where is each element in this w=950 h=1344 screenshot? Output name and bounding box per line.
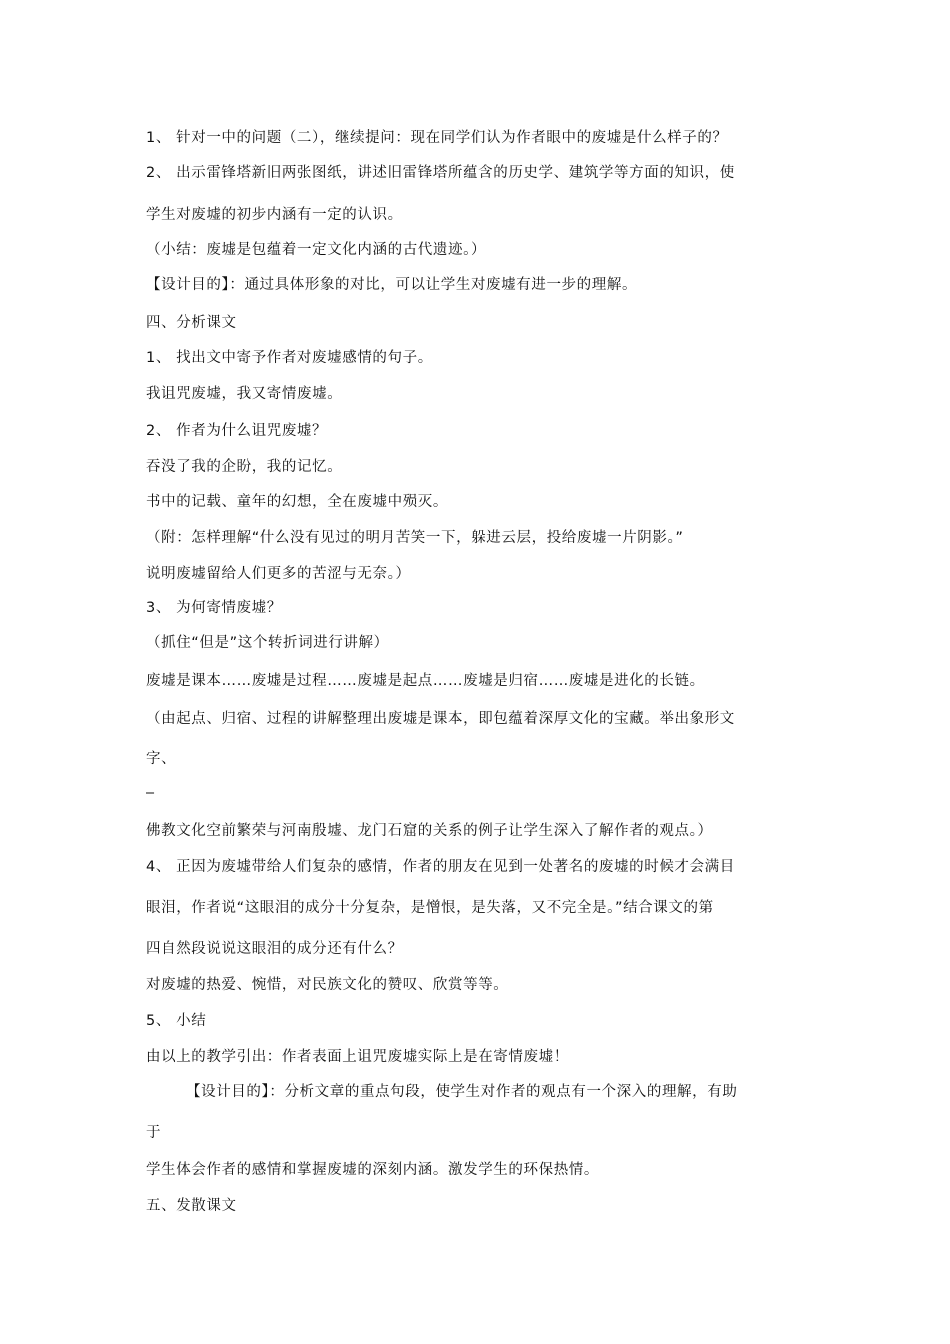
text-line-15: （抓住“但是”这个转折词进行讲解） xyxy=(146,635,389,651)
text-line-16: 废墟是课本……废墟是过程……废墟是起点……废墟是归宿……废墟是进化的长链。 xyxy=(146,673,705,689)
text-line-14: 3、 为何寄情废墟？ xyxy=(146,600,282,616)
text-line-7: 1、 找出文中寄予作者对废墟感情的句子。 xyxy=(146,350,433,366)
text-line-22: 眼泪，作者说“这眼泪的成分十分复杂，是憎恨，是失落，又不完全是。”结合课文的第 xyxy=(146,900,714,916)
text-line-3: 学生对废墟的初步内涵有一定的认识。 xyxy=(146,207,403,223)
design-purpose-2: 【设计目的】：分析文章的重点句段，使学生对作者的观点有一个深入的理解，有助 xyxy=(186,1084,738,1100)
text-line-12: （附：怎样理解“什么没有见过的明月苦笑一下，躲进云层，投给废墟一片阴影。” xyxy=(146,530,684,546)
text-line-17: （由起点、归宿、过程的讲解整理出废墟是课本，即包蕴着深厚文化的宝藏。举出象形文 xyxy=(146,711,735,727)
dash-mark: – xyxy=(146,785,155,801)
text-line-8: 我诅咒废墟，我又寄情废墟。 xyxy=(146,386,343,402)
design-purpose-1: 【设计目的】：通过具体形象的对比，可以让学生对废墟有进一步的理解。 xyxy=(146,277,638,293)
text-line-11: 书中的记载、童年的幻想，全在废墟中殒灭。 xyxy=(146,494,448,510)
text-line-13: 说明废墟留给人们更多的苦涩与无奈。） xyxy=(146,566,411,582)
text-line-18: 字、 xyxy=(146,751,177,767)
text-line-9: 2、 作者为什么诅咒废墟？ xyxy=(146,423,328,439)
text-line-20: 佛教文化空前繁荣与河南殷墟、龙门石窟的关系的例子让学生深入了解作者的观点。） xyxy=(146,823,713,839)
section-heading-4: 四、分析课文 xyxy=(146,315,237,331)
text-line-10: 吞没了我的企盼，我的记忆。 xyxy=(146,459,343,475)
text-line-24: 对废墟的热爱、惋惜，对民族文化的赞叹、欣赏等等。 xyxy=(146,977,509,993)
text-line-21: 4、 正因为废墟带给人们复杂的感情，作者的朋友在见到一处著名的废墟的时候才会满目 xyxy=(146,859,735,875)
section-heading-5: 五、发散课文 xyxy=(146,1198,237,1214)
text-line-23: 四自然段说说这眼泪的成分还有什么？ xyxy=(146,941,403,957)
text-line-4: （小结：废墟是包蕴着一定文化内涵的古代遗迹。） xyxy=(146,242,487,258)
text-line-28: 于 xyxy=(146,1125,162,1141)
text-line-2: 2、 出示雷锋塔新旧两张图纸，讲述旧雷锋塔所蕴含的历史学、建筑学等方面的知识，使 xyxy=(146,165,735,181)
text-line-29: 学生体会作者的感情和掌握废墟的深刻内涵。激发学生的环保热情。 xyxy=(146,1162,599,1178)
text-line-25: 5、 小结 xyxy=(146,1013,207,1029)
text-line-1: 1、 针对一中的问题（二），继续提问：现在同学们认为作者眼中的废墟是什么样子的？ xyxy=(146,130,728,146)
text-line-26: 由以上的教学引出：作者表面上诅咒废墟实际上是在寄情废墟！ xyxy=(146,1049,569,1065)
